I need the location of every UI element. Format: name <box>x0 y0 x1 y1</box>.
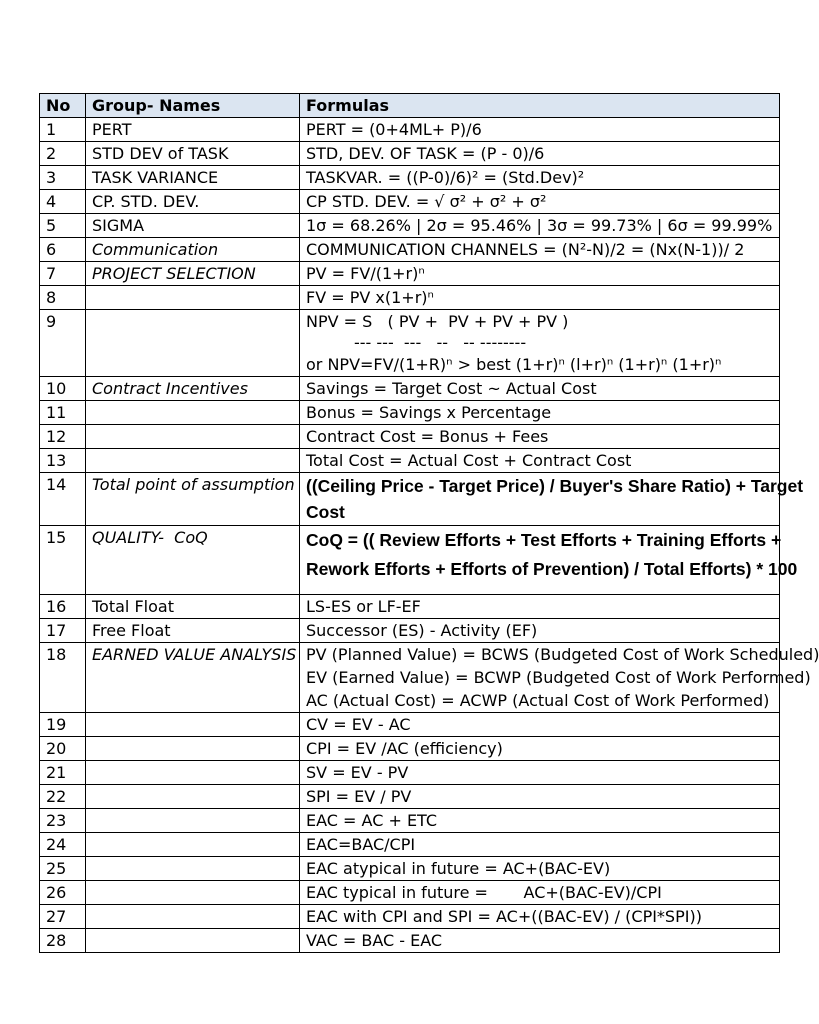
formula: EAC = AC + ETC <box>300 809 780 833</box>
table-row <box>40 857 780 881</box>
formula: LS-ES or LF-EF <box>300 595 780 619</box>
formula-line: CoQ = (( Review Efforts + Test Efforts + Training Efforts + <box>306 530 782 550</box>
formula <box>300 310 780 377</box>
row-number: 13 <box>40 449 86 473</box>
formula: EAC atypical in future = AC+(BAC-EV) <box>300 857 780 881</box>
row-number: 26 <box>40 881 86 905</box>
group-name: Total Float <box>86 595 300 619</box>
formula-line: PV (Planned Value) = BCWS (Budgeted Cost of Work Scheduled) <box>306 645 819 664</box>
table-row <box>40 761 780 785</box>
table-row <box>40 526 780 595</box>
group-name: PERT <box>86 118 300 142</box>
table-row <box>40 262 780 286</box>
formula <box>300 526 798 595</box>
formula: Contract Cost = Bonus + Fees <box>300 425 780 449</box>
group-name: Total point of assumption <box>86 473 300 526</box>
group-name <box>86 809 300 833</box>
formula-line: Rework Efforts + Efforts of Prevention) / Total Efforts) * 100 <box>306 559 798 579</box>
row-number: 19 <box>40 713 86 737</box>
formula: CV = EV - AC <box>300 713 780 737</box>
group-name: STD DEV of TASK <box>86 142 300 166</box>
row-number: 3 <box>40 166 86 190</box>
table-row <box>40 595 780 619</box>
table-row <box>40 118 780 142</box>
table-row <box>40 881 780 905</box>
table-row <box>40 425 780 449</box>
formula: EAC=BAC/CPI <box>300 833 780 857</box>
row-number: 12 <box>40 425 86 449</box>
header-group-names: Group- Names <box>86 94 300 118</box>
group-name <box>86 785 300 809</box>
formula: Bonus = Savings x Percentage <box>300 401 780 425</box>
row-number: 14 <box>40 473 86 526</box>
formula: Savings = Target Cost ~ Actual Cost <box>300 377 780 401</box>
formula: SPI = EV / PV <box>300 785 780 809</box>
row-number: 2 <box>40 142 86 166</box>
group-name: EARNED VALUE ANALYSIS <box>86 643 300 713</box>
row-number: 27 <box>40 905 86 929</box>
formula: Successor (ES) - Activity (EF) <box>300 619 780 643</box>
group-name <box>86 401 300 425</box>
group-name: PROJECT SELECTION <box>86 262 300 286</box>
group-name <box>86 286 300 310</box>
row-number: 28 <box>40 929 86 953</box>
row-number: 22 <box>40 785 86 809</box>
row-number: 6 <box>40 238 86 262</box>
row-number: 18 <box>40 643 86 713</box>
formula: COMMUNICATION CHANNELS = (N²-N)/2 = (Nx(N-1))/ 2 <box>300 238 780 262</box>
formula: 1σ = 68.26% | 2σ = 95.46% | 3σ = 99.73% | 6σ = 99.99% <box>300 214 780 238</box>
group-name: CP. STD. DEV. <box>86 190 300 214</box>
table-row <box>40 905 780 929</box>
table-row <box>40 929 780 953</box>
header-formulas: Formulas <box>300 94 780 118</box>
formula-table <box>39 93 819 953</box>
group-name <box>86 833 300 857</box>
formula <box>300 473 804 526</box>
table-row <box>40 214 780 238</box>
row-number: 11 <box>40 401 86 425</box>
row-number: 16 <box>40 595 86 619</box>
table-row <box>40 377 780 401</box>
row-number: 4 <box>40 190 86 214</box>
formula-line: ((Ceiling Price - Target Price) / Buyer's Share Ratio) + Target <box>306 476 804 496</box>
formula: STD, DEV. OF TASK = (P - 0)/6 <box>300 142 780 166</box>
formula-line: --- --- --- -- -- -------- <box>354 333 527 352</box>
row-number: 15 <box>40 526 86 595</box>
table-row <box>40 619 780 643</box>
row-number: 8 <box>40 286 86 310</box>
header-no: No <box>40 94 86 118</box>
row-number: 20 <box>40 737 86 761</box>
formula: PERT = (0+4ML+ P)/6 <box>300 118 780 142</box>
formula: Total Cost = Actual Cost + Contract Cost <box>300 449 780 473</box>
row-number: 23 <box>40 809 86 833</box>
formula: CPI = EV /AC (efficiency) <box>300 737 780 761</box>
row-number: 21 <box>40 761 86 785</box>
table-row <box>40 310 780 377</box>
formula: VAC = BAC - EAC <box>300 929 780 953</box>
table-row <box>40 785 780 809</box>
formula: EAC typical in future = AC+(BAC-EV)/CPI <box>300 881 780 905</box>
group-name: TASK VARIANCE <box>86 166 300 190</box>
row-number: 25 <box>40 857 86 881</box>
group-name: Contract Incentives <box>86 377 300 401</box>
formula-line: Cost <box>306 502 345 522</box>
table-row <box>40 449 780 473</box>
group-name <box>86 881 300 905</box>
table-row <box>40 713 780 737</box>
formula: TASKVAR. = ((P-0)/6)² = (Std.Dev)² <box>300 166 780 190</box>
table-row <box>40 166 780 190</box>
formula: FV = PV x(1+r)ⁿ <box>300 286 780 310</box>
table-row <box>40 737 780 761</box>
group-name <box>86 737 300 761</box>
table-row <box>40 190 780 214</box>
table-row <box>40 286 780 310</box>
row-number: 7 <box>40 262 86 286</box>
table-row <box>40 809 780 833</box>
row-number: 1 <box>40 118 86 142</box>
row-number: 9 <box>40 310 86 377</box>
group-name: Free Float <box>86 619 300 643</box>
row-number: 10 <box>40 377 86 401</box>
group-name <box>86 905 300 929</box>
row-number: 5 <box>40 214 86 238</box>
formula-line: AC (Actual Cost) = ACWP (Actual Cost of Work Performed) <box>306 691 770 710</box>
group-name <box>86 425 300 449</box>
table-row <box>40 473 780 526</box>
row-number: 17 <box>40 619 86 643</box>
formula: EAC with CPI and SPI = AC+((BAC-EV) / (CPI*SPI)) <box>300 905 780 929</box>
group-name: SIGMA <box>86 214 300 238</box>
group-name <box>86 761 300 785</box>
table-row <box>40 833 780 857</box>
table-row <box>40 142 780 166</box>
formula-line: EV (Earned Value) = BCWP (Budgeted Cost of Work Performed) <box>306 668 811 687</box>
formula-line: NPV = S ( PV + PV + PV + PV ) <box>306 312 569 331</box>
formula: CP STD. DEV. = √ σ² + σ² + σ² <box>300 190 780 214</box>
formula <box>300 643 819 713</box>
row-number: 24 <box>40 833 86 857</box>
group-name <box>86 713 300 737</box>
table-header-row <box>40 94 780 118</box>
group-name <box>86 929 300 953</box>
group-name <box>86 857 300 881</box>
group-name <box>86 310 300 377</box>
table-row <box>40 401 780 425</box>
formula: PV = FV/(1+r)ⁿ <box>300 262 780 286</box>
formula: SV = EV - PV <box>300 761 780 785</box>
group-name: QUALITY- CoQ <box>86 526 300 595</box>
table-row <box>40 643 780 713</box>
group-name: Communication <box>86 238 300 262</box>
formula-line: or NPV=FV/(1+R)ⁿ > best (1+r)ⁿ (l+r)ⁿ (1+r)ⁿ (1+r)ⁿ <box>306 355 722 374</box>
table-row <box>40 238 780 262</box>
group-name <box>86 449 300 473</box>
